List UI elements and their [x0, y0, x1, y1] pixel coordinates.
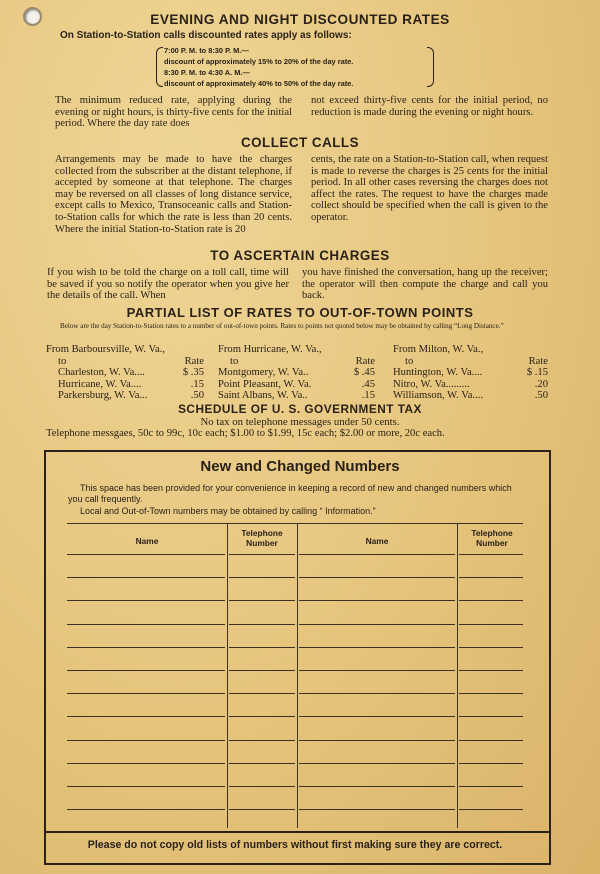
rate-group-hurricane [218, 344, 375, 402]
entry-line [67, 740, 225, 741]
collect-title: COLLECT CALLS [240, 135, 360, 150]
entry-line [299, 786, 455, 787]
entry-line [67, 809, 225, 810]
rate-row: Montgomery, W. Va.. $ .45 [218, 367, 375, 379]
discount-line: 8:30 P. M. to 4:30 A. M.— [164, 68, 250, 77]
rate-row: Parkersburg, W. Va... .50 [58, 390, 204, 402]
entry-line [459, 554, 523, 555]
entry-line [67, 554, 225, 555]
table-divider [227, 523, 228, 828]
evening-intro: On Station-to-Station calls discounted rates apply as follows: [60, 30, 352, 41]
evening-col2: not exceed thirty-five cents for the initial period, no reduction is made during the evening or night hours. [311, 95, 548, 118]
discount-line: discount of approximately 15% to 20% of the day rate. [164, 57, 354, 66]
entry-line [229, 624, 295, 625]
entry-line [459, 577, 523, 578]
evening-title: EVENING AND NIGHT DISCOUNTED RATES [150, 12, 450, 27]
rate-col-label: Rate [184, 355, 204, 367]
left-brace [156, 47, 163, 87]
rate-col-label: Rate [528, 355, 548, 367]
rate-row: Nitro, W. Va......... .20 [393, 378, 548, 390]
rate-row: Hurricane, W. Va.... .15 [58, 378, 204, 390]
evening-col1: The minimum reduced rate, applying during the evening or night hours, is thirty-five cents for the initial period. Where the day rate does [55, 95, 292, 130]
entry-line [67, 600, 225, 601]
tax-line1: No tax on telephone messages under 50 cents. [200, 416, 400, 428]
entry-line [299, 716, 455, 717]
table-divider [457, 523, 458, 828]
entry-line [67, 693, 225, 694]
right-brace [427, 47, 434, 87]
entry-line [459, 670, 523, 671]
entry-line [229, 763, 295, 764]
rate-group-milton [393, 344, 548, 402]
evening-text [55, 95, 548, 130]
entry-line [299, 577, 455, 578]
discount-line: 7:00 P. M. to 8:30 P. M.— [164, 46, 249, 55]
discount-schedule [158, 45, 430, 89]
entry-line [67, 786, 225, 787]
rate-group-from: From Milton, W. Va., [393, 344, 484, 355]
entry-line [67, 763, 225, 764]
entry-line [459, 624, 523, 625]
entry-line [67, 647, 225, 648]
rate-to-label: to [58, 355, 67, 367]
col-header-telephone: Telephone Number [241, 528, 283, 548]
tax-title: SCHEDULE OF U. S. GOVERNMENT TAX [178, 402, 422, 416]
entry-line [459, 693, 523, 694]
ascertain-col2: you have finished the conversation, hang up the receiver; the operator will then compute the charge and call you back. [302, 267, 548, 302]
rate-row: Saint Albans, W. Va.. .15 [218, 390, 375, 402]
entry-line [67, 624, 225, 625]
entry-line [459, 716, 523, 717]
entry-line [229, 600, 295, 601]
entry-line [299, 670, 455, 671]
table-top-rule [67, 523, 523, 524]
collect-col2: cents, the rate on a Station-to-Station call, when request is made to reverse the charges is 25 cents for the initial period. In all other cases reversing the charges does not affect the rates. The request to have the charges made collect should be specified when the call is given to the operator. [311, 154, 548, 223]
entry-line [229, 554, 295, 555]
partial-title: PARTIAL LIST OF RATES TO OUT-OF-TOWN POINTS [126, 305, 474, 320]
footer-note: Please do not copy old lists of numbers without first making sure they are correct. [87, 839, 503, 851]
rate-to-label: to [230, 355, 239, 367]
entry-line [459, 763, 523, 764]
entry-line [299, 740, 455, 741]
entry-line [459, 809, 523, 810]
entry-line [67, 670, 225, 671]
entry-line [459, 786, 523, 787]
rate-to-label: to [405, 355, 414, 367]
collect-col1: Arrangements may be made to have the charges collected from the subscriber at the distant telephone, if accepted by someone at that telephone. The charges may be reversed on all classes of long distance service, except calls to Mexico, Transoceanic calls and Station-to-Station calls for which the rate is less than 20 cents. Where the initial Station-to-Station rate is 20 [55, 154, 292, 235]
rate-group-barboursville [46, 344, 204, 402]
ascertain-text [47, 267, 548, 302]
entry-line [299, 600, 455, 601]
partial-note: Below are the day Station-to-Station rates to a number of out-of-town points. Rates to points not quoted below may be obtained by calling “Long Distance.” [60, 322, 504, 330]
ascertain-title: TO ASCERTAIN CHARGES [210, 248, 390, 263]
rate-row: Williamson, W. Va.... .50 [393, 390, 548, 402]
rate-group-from: From Hurricane, W. Va., [218, 344, 322, 355]
col-header-name: Name [135, 536, 159, 546]
entry-line [459, 740, 523, 741]
entry-line [299, 554, 455, 555]
entry-line [67, 577, 225, 578]
rate-row: Huntington, W. Va.... $ .15 [393, 367, 548, 379]
tax-line2: Telephone messgaes, 50c to 99c, 10c each; $1.00 to $1.99, 15c each; $2.00 or more, 20c each. [46, 428, 445, 439]
entry-line [299, 624, 455, 625]
entry-line [229, 693, 295, 694]
rate-col-label: Rate [355, 355, 375, 367]
entry-line [299, 763, 455, 764]
col-header-telephone: Telephone Number [471, 528, 513, 548]
entry-line [229, 577, 295, 578]
entry-line [229, 716, 295, 717]
entry-line [67, 716, 225, 717]
entry-line [229, 670, 295, 671]
entry-line [229, 809, 295, 810]
entry-line [299, 809, 455, 810]
entry-line [459, 647, 523, 648]
numbers-title: New and Changed Numbers [200, 458, 400, 475]
ascertain-col1: If you wish to be told the charge on a toll call, time will be saved if you so notify the operator when you give her the details of the call. When [47, 267, 289, 302]
entry-line [459, 600, 523, 601]
entry-line [229, 647, 295, 648]
rate-group-from: From Barboursville, W. Va., [46, 344, 165, 355]
col-header-name: Name [365, 536, 389, 546]
collect-text [55, 154, 548, 235]
numbers-desc2: Local and Out-of-Town numbers may be obtained by calling “ Information.” [80, 506, 376, 516]
entry-line [299, 693, 455, 694]
entry-line [229, 786, 295, 787]
rate-row: Point Pleasant, W. Va. .45 [218, 378, 375, 390]
entry-line [299, 647, 455, 648]
footer-rule [46, 831, 549, 833]
entry-line [229, 740, 295, 741]
rate-row: Charleston, W. Va.... $ .35 [58, 367, 204, 379]
table-divider [297, 523, 298, 828]
discount-line: discount of approximately 40% to 50% of the day rate. [164, 79, 354, 88]
numbers-desc1: This space has been provided for your convenience in keeping a record of new and changed numbers which you call frequently. [68, 483, 512, 504]
